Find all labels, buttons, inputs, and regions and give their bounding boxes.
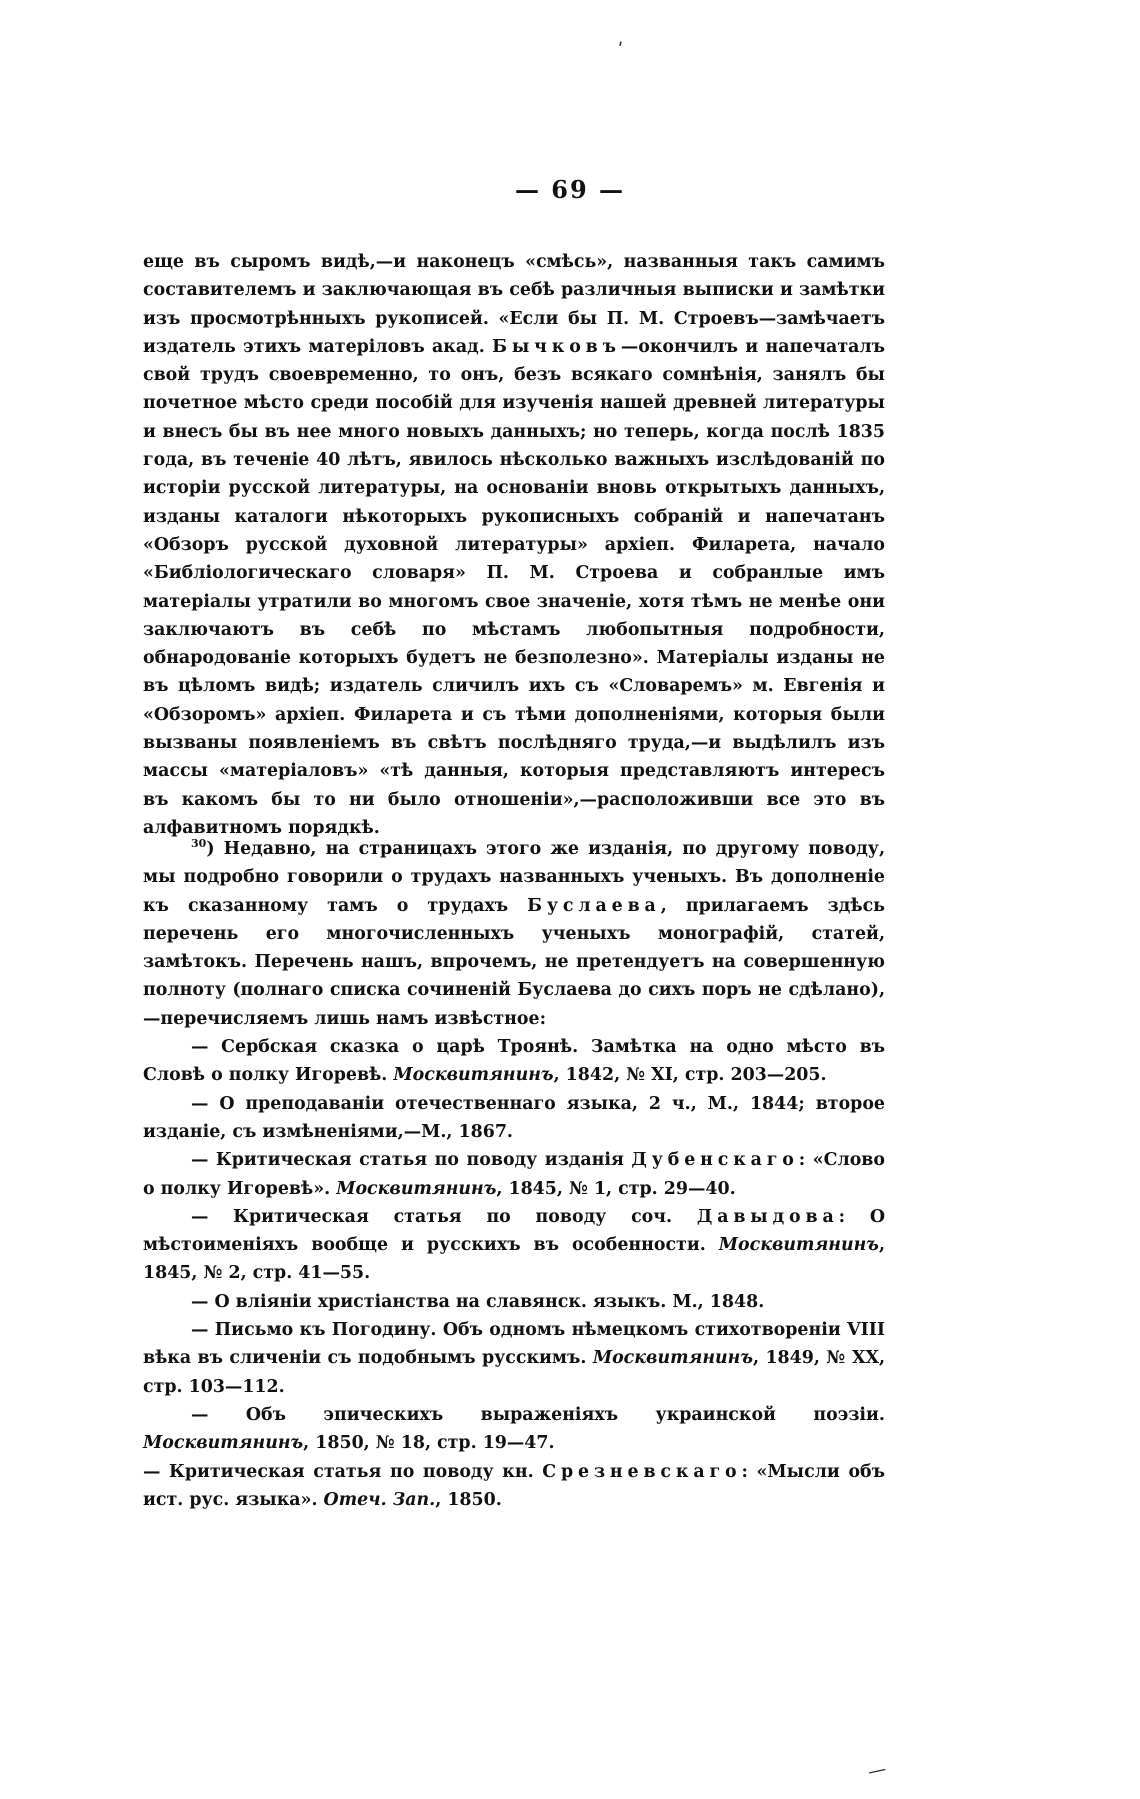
entry-citation: , 1849, № XX, стр. 103—112. [143, 1348, 885, 1397]
entry-text: Письмо къ Погодину. Объ одномъ нѣмецкомъ стихотвореніи VIII вѣка въ сличеніи съ подобнымъ русскимъ. [143, 1320, 885, 1369]
entry-citation: , 1850. [435, 1489, 502, 1510]
footnote-intro [143, 830, 885, 1033]
entry-dash: — [191, 1291, 209, 1312]
main-paragraph [143, 248, 885, 842]
footnote-intro-text-b: , прилагаемъ здѣсь перечень его многочисленныхъ ученыхъ монографій, статей, замѣтокъ. Перечень нашъ, впрочемъ, не претендуетъ на совершенную полноту (полнаго списка сочиненій Буслаева до сихъ поръ не сдѣлано),—перечисляемъ лишь намъ извѣстное: [143, 895, 885, 1029]
main-text-part-2: —окончилъ и напечаталъ свой трудъ своевременно, то онъ, безъ всякаго сомнѣнія, занялъ бы почетное мѣсто среди пособій для изученія нашей древней литературы и внесъ бы въ нее много новыхъ данныхъ; но теперь, когда послѣ 1835 года, въ теченіе 40 лѣтъ, явилось нѣсколько важныхъ изслѣдованій по исторіи русской литературы, на основаніи вновь открытыхъ данныхъ, изданы каталоги нѣкоторыхъ рукописныхъ собраній и напечатанъ «Обзоръ русской духовной литературы» архіеп. Филарета, начало «Библіологическаго словаря» П. М. Строева и собранлые имъ матеріалы утратили во многомъ свое значеніе, хотя тѣмъ не менѣе они заключаютъ въ себѣ по мѣстамъ любопытныя подробности, обнародованіе которыхъ будетъ не безполезно». Матеріалы изданы не въ цѣломъ видѣ; издатель сличилъ ихъ съ «Словаремъ» м. Евгенія и «Обзоромъ» архіеп. Филарета и съ тѣми дополненіями, которыя были вызваны появленіемъ въ свѣтъ послѣдняго труда,—и выдѣлилъ изъ массы «матеріаловъ» «тѣ данныя, которыя представляютъ интересъ въ какомъ бы то ни было отношеніи»,—расположивши все это въ алфавитномъ порядкѣ. [143, 336, 885, 838]
entry-dash: — [191, 1037, 209, 1058]
entry-citation: , 1842, № XI, стр. 203—205. [553, 1065, 827, 1086]
entry-dash: — [191, 1206, 209, 1227]
main-text-part-1: еще въ сыромъ видѣ,—и наконецъ «смѣсь», названныя такъ самимъ составителемъ и заключающая въ себѣ различныя выписки и замѣтки изъ просмотрѣнныхъ рукописей. «Если бы П. М. Строевъ—замѣчаетъ издатель этихъ матеріловъ акад. [143, 252, 885, 357]
bibliography-entry [143, 1316, 885, 1401]
entry-text: Объ эпическихъ выраженіяхъ украинской поэзіи. [208, 1404, 885, 1425]
entry-dash: — [143, 1461, 161, 1482]
entry-text: Сербская сказка о царѣ Троянѣ. Замѣтка на одно мѣсто въ Словѣ о полку Игоревѣ. [143, 1037, 885, 1086]
bibliography-entry [143, 1458, 885, 1515]
spaced-name-davydova: Давыдова [696, 1206, 839, 1227]
footnote-block [143, 830, 885, 1514]
bibliography-entry [143, 1288, 885, 1316]
spaced-name-bychkov: Бычковъ [492, 336, 621, 357]
entry-text: О вліяніи христіанства на славянск. языкъ. М., 1848. [208, 1291, 765, 1312]
entry-citation: , 1845, № 1, стр. 29—40. [496, 1178, 736, 1199]
entry-text: Критическая статья по поводу соч. [208, 1206, 697, 1227]
main-text-block [143, 248, 885, 842]
entry-journal-title: Москвитянинъ [393, 1065, 554, 1086]
entry-journal-title: Москвитянинъ [336, 1178, 497, 1199]
bibliography-entry [143, 1401, 885, 1458]
bibliography-entry [143, 1146, 885, 1203]
page-number: — 69 — [514, 175, 626, 204]
entry-text-2: : «Слово о полку Игоревѣ». [143, 1150, 885, 1199]
stray-mark-bottom: — [866, 1758, 888, 1783]
entry-text-2: : «Мысли объ ист. рус. языка». [143, 1461, 885, 1510]
entry-journal-title: Москвитянинъ [143, 1433, 304, 1454]
entry-text: Критическая статья по поводу кн. [160, 1461, 543, 1482]
footnote-marker: 30 [191, 837, 207, 850]
entry-citation: , 1850, № 18, стр. 19—47. [303, 1433, 555, 1454]
spaced-name-dubenskago: Дубенскаго [631, 1150, 799, 1171]
entry-dash: — [191, 1093, 209, 1114]
entry-text-2: : О мѣстоименіяхъ вообще и русскихъ въ особенности. [143, 1206, 886, 1256]
spaced-name-sreznevskago: Срезневскаго [542, 1461, 742, 1482]
bibliography-entry [143, 1090, 885, 1147]
entry-journal-title: Отеч. Зап. [323, 1489, 436, 1510]
entry-text: Критическая статья по поводу изданія [208, 1150, 632, 1171]
entry-dash: — [191, 1150, 209, 1171]
entry-text: О преподаваніи отечественнаго языка, 2 ч., М., 1844; второе изданіе, съ измѣненіями,—М., 1867. [143, 1093, 885, 1142]
entry-dash: — [191, 1320, 209, 1341]
entry-dash: — [191, 1404, 209, 1425]
stray-mark-top: ʹ [618, 40, 624, 61]
entry-journal-title: Москвитянинъ [718, 1235, 879, 1256]
bibliography-entry [143, 1203, 885, 1288]
entry-citation: , 1845, № 2, стр. 41—55. [143, 1235, 885, 1284]
spaced-name-buslaev: Буслаева [527, 895, 661, 916]
footnote-intro-text-a: ) Недавно, на страницахъ этого же изданія, по другому поводу, мы подробно говорили о трудахъ названныхъ ученыхъ. Въ дополненіе къ сказанному тамъ о трудахъ [143, 839, 885, 916]
bibliography-entry [143, 1033, 885, 1090]
entry-journal-title: Москвитянинъ [592, 1348, 753, 1369]
